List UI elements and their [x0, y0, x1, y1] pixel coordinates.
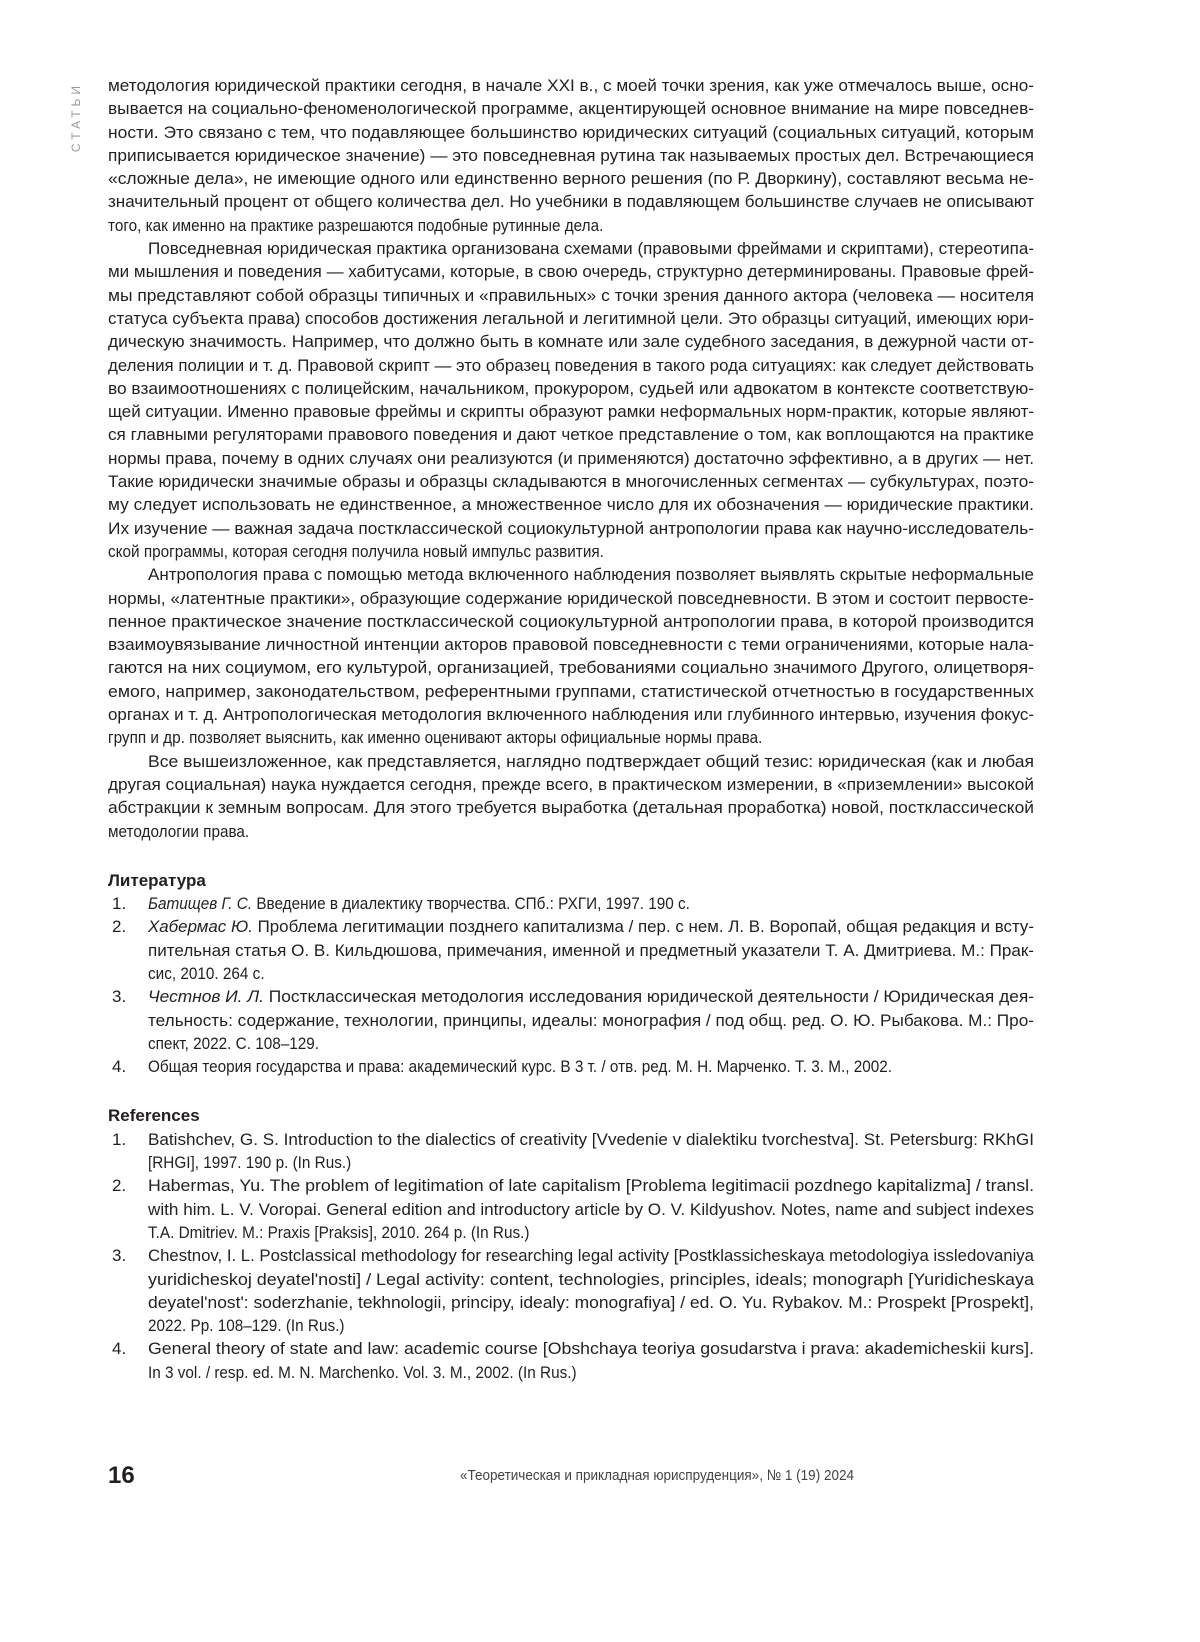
line-text: вывается на социально-феноменологической программе, акцентирующей основное внимание на мире повседнев- — [108, 97, 1034, 120]
reference-body — [148, 1055, 1034, 1078]
line-text: мы представляют собой образцы типичных и «правильных» с точки зрения данного актора (человека — носителя — [108, 284, 1034, 307]
reference-body — [148, 1244, 1034, 1337]
text-line — [108, 470, 1034, 493]
line-text: ности. Это связано с тем, что подавляющее большинство юридических ситуаций (социальных ситуаций, которым — [108, 121, 1034, 144]
text-line — [148, 915, 1034, 938]
reference-item — [108, 1174, 1034, 1244]
text-line — [148, 1009, 1034, 1032]
text-line — [108, 540, 1034, 563]
text-line — [148, 1291, 1034, 1314]
line-text: того, как именно на практике разрешаются подобные рутинные дела. — [108, 214, 603, 237]
reference-text: Batishchev, G. S. Introduction to the dialectics of creativity [Vvedenie v dialektiku tvorchestva]. St. Petersburg: RKhGI — [148, 1130, 1034, 1149]
section-label-text: СТАТЬИ — [69, 77, 83, 157]
line-text — [148, 1314, 344, 1337]
line-text: ми мышления и поведения — хабитусами, которые, в свою очередь, структурно детерминированы. Правовые фрей- — [108, 260, 1034, 283]
reference-text: Общая теория государства и права: академический курс. В 3 т. / отв. ред. М. Н. Марченко. Т. 3. М., 2002. — [148, 1057, 892, 1076]
article-body — [108, 74, 1034, 1384]
line-text: ской программы, которая сегодня получила новый импульс развития. — [108, 540, 604, 563]
text-line — [108, 97, 1034, 120]
text-line — [148, 962, 1034, 985]
line-text: значительный процент от общего количества дел. Но учебники в подавляющем большинстве случаев не описывают — [108, 190, 1034, 213]
text-line — [108, 284, 1034, 307]
reference-text: Проблема легитимации позднего капитализма / пер. с нем. Л. В. Воропай, общая редакция и всту- — [253, 917, 1034, 936]
text-line — [108, 703, 1034, 726]
line-text: другая социальная) наука нуждается сегодня, прежде всего, в практическом измерении, в «приземлении» высокой — [108, 773, 1034, 796]
line-text — [148, 1128, 1034, 1151]
paragraph — [108, 237, 1034, 563]
reference-text: пительная статья О. В. Кильдюшова, примечания, именной и предметный указатели Т. А. Дмитриева. М.: Прак- — [148, 941, 1034, 960]
line-text — [148, 1174, 1034, 1197]
reference-body — [148, 1128, 1034, 1175]
line-text: ся главными регуляторами правового поведения и дают четкое представление о том, как воплощаются на практике — [108, 423, 1034, 446]
reference-number: 1. — [112, 1128, 126, 1151]
text-line — [108, 517, 1034, 540]
reference-text: In 3 vol. / resp. ed. M. N. Marchenko. Vol. 3. M., 2002. (In Rus.) — [148, 1363, 577, 1382]
line-text — [148, 962, 265, 985]
reference-body — [148, 985, 1034, 1055]
reference-text: Постклассическая методология исследования юридической деятельности / Юридическая дея- — [264, 987, 1034, 1006]
paragraph — [108, 563, 1034, 749]
line-text: органах и т. д. Антропологическая методология включенного наблюдения или глубинного интервью, изучения фокус- — [108, 703, 1034, 726]
line-text: Антропология права с помощью метода включенного наблюдения позволяет выявлять скрытые неформальные — [148, 563, 1034, 586]
text-line — [148, 1032, 1034, 1055]
text-line — [108, 610, 1034, 633]
reference-text: Введение в диалектику творчества. СПб.: РХГИ, 1997. 190 с. — [252, 894, 690, 913]
text-line — [108, 563, 1034, 586]
line-text: статуса субъекта права) способов достижения легальной и легитимной цели. Это образцы ситуаций, имеющих юри- — [108, 307, 1034, 330]
text-line — [108, 633, 1034, 656]
line-text — [148, 1221, 529, 1244]
reference-text: тельность: содержание, технологии, принципы, идеалы: монография / под общ. ред. О. Ю. Рыбакова. М.: Про- — [148, 1011, 1034, 1030]
text-line — [148, 1151, 1034, 1174]
text-line — [148, 1337, 1034, 1360]
paragraph — [108, 750, 1034, 843]
text-line — [148, 1055, 1034, 1078]
text-line — [148, 892, 1034, 915]
line-text: деления полиции и т. д. Правовой скрипт — это образец поведения в такого рода ситуациях: как следует действовать — [108, 354, 1034, 377]
text-line — [108, 400, 1034, 423]
reference-item — [108, 1244, 1034, 1337]
reference-body — [148, 1337, 1034, 1384]
reference-text: сис, 2010. 264 с. — [148, 964, 265, 983]
line-text — [148, 1198, 1034, 1221]
reference-author: Батищев Г. С. — [148, 894, 252, 913]
section-label — [66, 80, 86, 160]
reference-item — [108, 892, 1034, 915]
text-line — [108, 750, 1034, 773]
line-text — [148, 1268, 1034, 1291]
reference-number: 3. — [112, 1244, 126, 1267]
text-line — [148, 1221, 1034, 1244]
line-text — [148, 915, 1034, 938]
text-line — [108, 190, 1034, 213]
line-text: «сложные дела», не имеющие одного или единственно верного решения (по Р. Дворкину), составляют весьма не- — [108, 167, 1034, 190]
text-line — [108, 493, 1034, 516]
line-text — [148, 1244, 1034, 1267]
reference-body — [148, 892, 1034, 915]
text-line — [108, 796, 1034, 819]
text-line — [148, 1314, 1034, 1337]
text-line — [108, 260, 1034, 283]
references-heading: References — [108, 1104, 1034, 1127]
line-text: нормы, «латентные практики», образующие содержание юридической повседневности. В этом и состоит первосте- — [108, 587, 1034, 610]
reference-item — [108, 1055, 1034, 1078]
line-text — [148, 985, 1034, 1008]
line-text — [148, 1032, 319, 1055]
line-text — [148, 939, 1034, 962]
page-number: 16 — [108, 1462, 135, 1490]
reference-text: 2022. Pp. 108–129. (In Rus.) — [148, 1316, 344, 1335]
reference-item — [108, 915, 1034, 985]
reference-number: 2. — [112, 915, 126, 938]
reference-number: 3. — [112, 985, 126, 1008]
text-line — [148, 985, 1034, 1008]
text-line — [148, 1128, 1034, 1151]
text-line — [148, 1198, 1034, 1221]
text-line — [108, 307, 1034, 330]
literature-heading: Литература — [108, 869, 1034, 892]
line-text: му следует использовать не единственное, а множественное число для их обозначения — юридические практики. — [108, 493, 1034, 516]
line-text — [148, 1009, 1034, 1032]
line-text — [148, 1055, 892, 1078]
line-text: гаются на них социумом, его культурой, организацией, требованиями социально значимого Другого, олицетворя- — [108, 656, 1034, 679]
text-line — [108, 680, 1034, 703]
line-text — [148, 892, 690, 915]
line-text: приписывается юридическое значение) — это повседневная рутина так называемых простых дел. Встречающиеся — [108, 144, 1034, 167]
text-line — [148, 1244, 1034, 1267]
reference-text: General theory of state and law: academic course [Obshchaya teoriya gosudarstva i prava: akademicheskii kurs]. — [148, 1339, 1034, 1358]
text-line — [148, 939, 1034, 962]
journal-title-text: «Теоретическая и прикладная юриспруденция», № 1 (19) 2024 — [460, 1467, 854, 1484]
line-text: емого, например, законодательством, референтными группами, статистической отчетностью в государственных — [108, 680, 1034, 703]
line-text: дическую значимость. Например, что должно быть в комнате или зале судебного заседания, в дежурной части от- — [108, 330, 1034, 353]
line-text: методология юридической практики сегодня, в начале XXI в., с моей точки зрения, как уже отмечалось выше, осно- — [108, 74, 1034, 97]
text-line — [108, 167, 1034, 190]
reference-item — [108, 985, 1034, 1055]
reference-text: T.A. Dmitriev. M.: Praxis [Praksis], 2010. 264 p. (In Rus.) — [148, 1223, 529, 1242]
line-text: во взаимоотношениях с полицейским, начальником, прокурором, судьей или адвокатом в контексте соответствую- — [108, 377, 1034, 400]
paragraph — [108, 74, 1034, 237]
reference-number: 1. — [112, 892, 126, 915]
reference-text: спект, 2022. С. 108–129. — [148, 1034, 319, 1053]
text-line — [108, 144, 1034, 167]
line-text: Все вышеизложенное, как представляется, наглядно подтверждает общий тезис: юридическая (как и любая — [148, 750, 1034, 773]
line-text: групп и др. позволяет выяснить, как именно оценивают акторы официальные нормы права. — [108, 726, 762, 749]
reference-text: deyatel'nost': soderzhanie, tekhnologii, principy, idealy: monografiya] / ed. O. Yu. Rybakov. M.: Prospekt [Prospekt], — [148, 1293, 1034, 1312]
line-text: взаимоувязывание личностной интенции акторов правовой повседневности с теми ограничениями, которые нала- — [108, 633, 1034, 656]
reference-item — [108, 1128, 1034, 1175]
line-text — [148, 1337, 1034, 1360]
reference-author: Честнов И. Л. — [148, 987, 264, 1006]
line-text: Такие юридически значимые образы и образцы складываются в многочисленных сегментах — субкультурах, поэто- — [108, 470, 1034, 493]
line-text: Их изучение — важная задача постклассической социокультурной антропологии права как научно-исследователь- — [108, 517, 1034, 540]
text-line — [108, 656, 1034, 679]
reference-text: Chestnov, I. L. Postclassical methodology for researching legal activity [Postklassicheskaya metodologiya issledovaniya — [148, 1246, 1034, 1265]
line-text: методологии права. — [108, 820, 249, 843]
reference-text: Habermas, Yu. The problem of legitimation of late capitalism [Problema legitimacii pozdnego kapitalizma] / transl. — [148, 1176, 1034, 1195]
text-line — [108, 447, 1034, 470]
reference-text: yuridicheskoj deyatel'nosti] / Legal activity: content, technologies, principles, ideals; monograph [Yuridicheskaya — [148, 1270, 1034, 1289]
line-text: абстракции к земным вопросам. Для этого требуется выработка (детальная проработка) новой, постклассической — [108, 796, 1034, 819]
line-text: пенное практическое значение постклассической социокультурной антропологии права, в которой производится — [108, 610, 1034, 633]
text-line — [108, 330, 1034, 353]
text-line — [108, 121, 1034, 144]
reference-author: Хабермас Ю. — [148, 917, 253, 936]
reference-body — [148, 915, 1034, 985]
text-line — [108, 587, 1034, 610]
reference-text: [RHGI], 1997. 190 p. (In Rus.) — [148, 1153, 351, 1172]
text-line — [108, 377, 1034, 400]
text-line — [148, 1268, 1034, 1291]
line-text — [148, 1291, 1034, 1314]
line-text: Повседневная юридическая практика организована схемами (правовыми фреймами и скриптами), стереотипа- — [148, 237, 1034, 260]
reference-number: 4. — [112, 1055, 126, 1078]
text-line — [108, 423, 1034, 446]
text-line — [148, 1361, 1034, 1384]
text-line — [108, 773, 1034, 796]
line-text: нормы права, почему в одних случаях они реализуются (и применяются) достаточно эффективно, а в других — нет. — [108, 447, 1034, 470]
text-line — [108, 237, 1034, 260]
text-line — [108, 214, 1034, 237]
text-line — [108, 726, 1034, 749]
reference-number: 2. — [112, 1174, 126, 1197]
text-line — [108, 354, 1034, 377]
reference-item — [108, 1337, 1034, 1384]
reference-number: 4. — [112, 1337, 126, 1360]
text-line — [108, 820, 1034, 843]
line-text — [148, 1151, 351, 1174]
reference-body — [148, 1174, 1034, 1244]
line-text: щей ситуации. Именно правовые фреймы и скрипты образуют рамки неформальных норм-практик, которые являют- — [108, 400, 1034, 423]
text-line — [108, 74, 1034, 97]
journal-title — [460, 1467, 940, 1484]
text-line — [148, 1174, 1034, 1197]
line-text — [148, 1361, 577, 1384]
reference-text: with him. L. V. Voropai. General edition and introductory article by O. V. Kildyushov. Notes, name and subject indexes — [148, 1200, 1034, 1219]
